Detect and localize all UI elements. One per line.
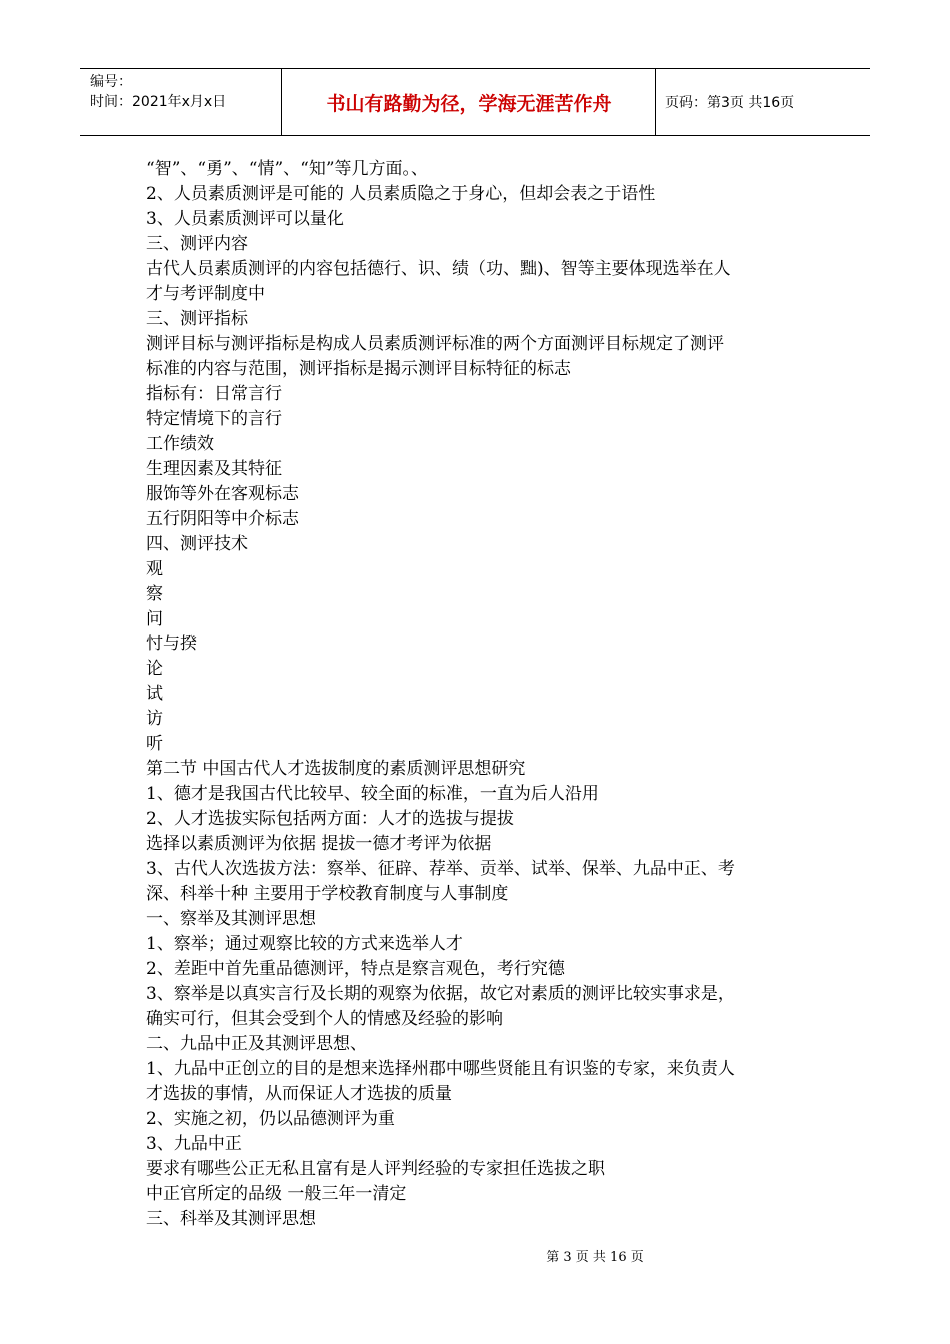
- text-line: 四、测评技术: [146, 534, 248, 554]
- text-line: 3、古代人次选拔方法：察举、征辟、荐举、贡举、试举、保举、九品中正、考: [146, 859, 735, 879]
- text-line: 一、察举及其测评思想: [146, 909, 316, 929]
- text-line: 测评目标与测评指标是构成人员素质测评标准的两个方面测评目标规定了测评: [146, 334, 724, 354]
- text-line: 3、九品中正: [146, 1134, 242, 1154]
- text-line: 第二节 中国古代人才选拔制度的素质测评思想研究: [146, 759, 526, 779]
- text-line: 指标有：日常言行: [146, 384, 282, 404]
- header-meta: [80, 69, 282, 135]
- text-line: 1、九品中正创立的目的是想来选择州郡中哪些贤能且有识鉴的专家，来负责人: [146, 1059, 735, 1079]
- text-line: 工作绩效: [146, 434, 214, 454]
- text-line: 试: [146, 684, 163, 704]
- text-line: 深、科举十种 主要用于学校教育制度与人事制度: [146, 884, 509, 904]
- text-line: 要求有哪些公正无私且富有是人评判经验的专家担任选拔之职: [146, 1159, 605, 1179]
- text-line: 2、差距中首先重品德测评，特点是察言观色，考行究德: [146, 959, 565, 979]
- text-line: 才选拔的事情，从而保证人才选拔的质量: [146, 1084, 452, 1104]
- header-page-info: 页码：第3页 共16页: [665, 95, 795, 111]
- text-line: 忖与揆: [146, 634, 197, 654]
- text-line: 论: [146, 659, 163, 679]
- page-footer: 第 3 页 共 16 页: [546, 1250, 644, 1265]
- text-line: 1、察举；通过观察比较的方式来选举人才: [146, 934, 463, 954]
- text-line: 察: [146, 584, 163, 604]
- text-line: 服饰等外在客观标志: [146, 484, 299, 504]
- text-line: 访: [146, 709, 163, 729]
- text-line: 标准的内容与范围，测评指标是揭示测评目标特征的标志: [146, 359, 571, 379]
- text-line: 三、科举及其测评思想: [146, 1209, 316, 1229]
- page-header: [80, 68, 870, 136]
- header-motto: 书山有路勤为径，学海无涯苦作舟: [283, 69, 656, 135]
- text-line: 2、人员素质测评是可能的 人员素质隐之于身心，但却会表之于语性: [146, 184, 656, 204]
- text-line: 1、德才是我国古代比较早、较全面的标准，一直为后人沿用: [146, 784, 599, 804]
- text-line: 古代人员素质测评的内容包括德行、识、绩（功、黜)、智等主要体现选举在人: [146, 259, 731, 279]
- text-line: 三、测评内容: [146, 234, 248, 254]
- text-line: 二、九品中正及其测评思想、: [146, 1034, 367, 1054]
- text-line: 中正官所定的品级 一般三年一清定: [146, 1184, 407, 1204]
- text-line: 3、察举是以真实言行及长期的观察为依据，故它对素质的测评比较实事求是，: [146, 984, 735, 1004]
- text-line: 生理因素及其特征: [146, 459, 282, 479]
- text-line: 2、人才选拔实际包括两方面：人才的选拔与提拔: [146, 809, 514, 829]
- text-line: 三、测评指标: [146, 309, 248, 329]
- time-label: 时间：2021年x月x日: [90, 94, 227, 110]
- text-line: 确实可行，但其会受到个人的情感及经验的影响: [146, 1009, 503, 1029]
- text-line: 选择以素质测评为依据 提拔一德才考评为依据: [146, 834, 492, 854]
- text-line: 3、人员素质测评可以量化: [146, 209, 344, 229]
- text-line: 问: [146, 609, 163, 629]
- text-line: 特定情境下的言行: [146, 409, 282, 429]
- number-label: 编号：: [90, 74, 132, 90]
- document-body: [146, 157, 816, 1232]
- text-line: 2、实施之初，仍以品德测评为重: [146, 1109, 395, 1129]
- text-line: 五行阴阳等中介标志: [146, 509, 299, 529]
- text-line: 听: [146, 734, 163, 754]
- text-line: “智”、“勇”、“情”、“知”等几方面。、: [146, 159, 429, 179]
- text-line: 观: [146, 559, 163, 579]
- text-line: 才与考评制度中: [146, 284, 265, 304]
